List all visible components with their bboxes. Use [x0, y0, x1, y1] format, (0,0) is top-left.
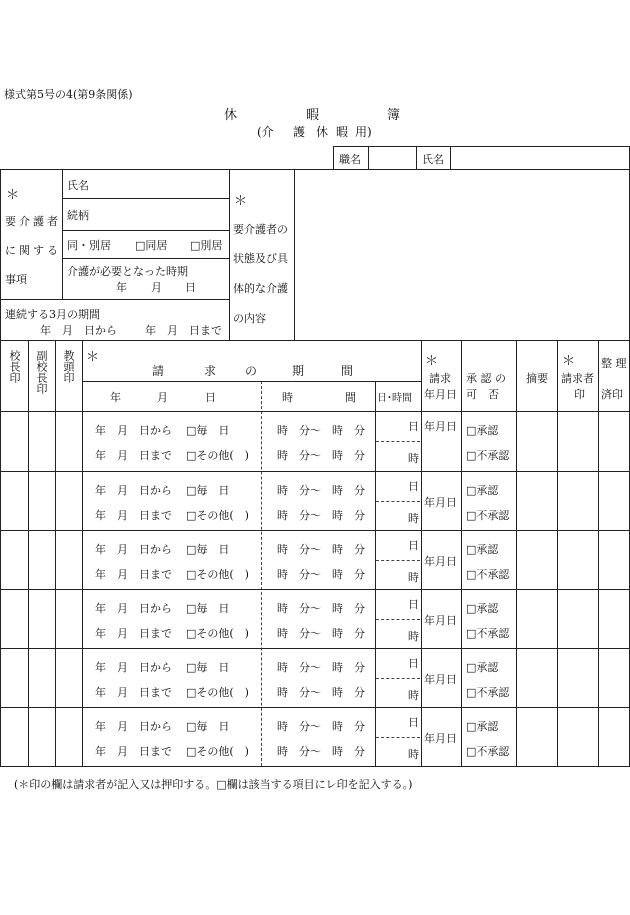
disapprove-checkbox[interactable]: □不承認: [466, 509, 510, 522]
title-char-3: 簿: [387, 108, 401, 123]
other-checkbox[interactable]: □その他( ): [186, 449, 249, 462]
other-checkbox[interactable]: □その他( ): [186, 745, 249, 758]
time-range-2: 時 分～ 時 分: [277, 686, 365, 699]
hour-unit: 時: [408, 630, 419, 643]
person-star: ＊: [6, 188, 20, 203]
col-interval: 間: [345, 391, 356, 404]
request-date-star: ＊: [425, 354, 439, 369]
date-from: 年 月 日から: [95, 543, 172, 556]
other-checkbox[interactable]: □その他( ): [186, 686, 249, 699]
date-to: 年 月 日まで: [95, 568, 172, 581]
person-label-2: に関する: [5, 244, 61, 257]
seal-line1: 整 理: [601, 357, 627, 370]
title-char-2: 暇: [306, 108, 320, 123]
post-field[interactable]: [369, 147, 415, 168]
time-range-1: 時 分～ 時 分: [277, 720, 365, 733]
request-date: 年月日: [424, 420, 457, 433]
request-date: 年月日: [424, 555, 457, 568]
request-period-star: ＊: [86, 350, 100, 365]
requester-line2: 印: [574, 388, 585, 401]
col-hour: 時: [282, 391, 293, 404]
person-label-3: 事項: [5, 273, 27, 286]
time-range-1: 時 分～ 時 分: [277, 484, 365, 497]
disapprove-checkbox[interactable]: □不承認: [466, 686, 510, 699]
subtitle-3: 休: [316, 125, 329, 139]
time-range-1: 時 分～ 時 分: [277, 661, 365, 674]
subtitle-1: (介: [257, 125, 274, 139]
date-to: 年 月 日まで: [95, 509, 172, 522]
subtitle-5: 用): [355, 125, 372, 139]
hour-unit: 時: [408, 748, 419, 761]
living-label: 同・別居: [67, 239, 111, 252]
approve-checkbox[interactable]: □承認: [466, 602, 499, 615]
hour-unit: 時: [408, 452, 419, 465]
post-label: 職名: [339, 153, 361, 166]
request-date: 年月日: [424, 496, 457, 509]
every-day-checkbox[interactable]: □毎 日: [186, 720, 230, 733]
other-checkbox[interactable]: □その他( ): [186, 509, 249, 522]
need-time-day: 日: [185, 281, 196, 294]
seal-line2: 済印: [601, 388, 623, 401]
time-range-2: 時 分～ 時 分: [277, 745, 365, 758]
request-period-char-4: 期: [292, 364, 305, 378]
date-to: 年 月 日まで: [95, 449, 172, 462]
time-range-2: 時 分～ 時 分: [277, 449, 365, 462]
form-number: 様式第5号の4(第9条関係): [4, 88, 133, 101]
approval-line1: 承 認 の: [466, 372, 506, 385]
state-line-3: 体的な介護: [233, 282, 288, 295]
approve-checkbox[interactable]: □承認: [466, 424, 499, 437]
living-apart-checkbox[interactable]: □別居: [190, 239, 223, 252]
request-date: 年月日: [424, 673, 457, 686]
col-month: 月: [157, 391, 168, 404]
need-time-month: 月: [151, 281, 162, 294]
time-range-1: 時 分～ 時 分: [277, 543, 365, 556]
name-label: 氏名: [422, 153, 444, 166]
day-unit: 日: [408, 480, 419, 493]
request-date: 年月日: [424, 732, 457, 745]
title-char-1: 休: [224, 108, 238, 123]
date-from: 年 月 日から: [95, 720, 172, 733]
every-day-checkbox[interactable]: □毎 日: [186, 602, 230, 615]
requester-line1: 請求者: [561, 372, 594, 385]
disapprove-checkbox[interactable]: □不承認: [466, 568, 510, 581]
col-day: 日: [205, 391, 216, 404]
request-period-char-3: の: [245, 364, 258, 378]
footnote: (＊印の欄は請求者が記入又は押印する。□欄は該当する項目にレ印を記入する。): [14, 778, 413, 791]
date-from: 年 月 日から: [95, 424, 172, 437]
request-period-char-1: 請: [152, 364, 165, 378]
need-time-year: 年: [116, 281, 127, 294]
hour-unit: 時: [408, 571, 419, 584]
time-range-1: 時 分～ 時 分: [277, 424, 365, 437]
day-unit: 日: [408, 657, 419, 670]
hour-unit: 時: [408, 512, 419, 525]
request-period-char-5: 間: [341, 364, 354, 378]
other-checkbox[interactable]: □その他( ): [186, 627, 249, 640]
state-star: ＊: [234, 194, 248, 209]
date-to: 年 月 日まで: [95, 627, 172, 640]
period-label: 連続する3月の期間: [5, 308, 100, 321]
date-from: 年 月 日から: [95, 602, 172, 615]
disapprove-checkbox[interactable]: □不承認: [466, 449, 510, 462]
date-from: 年 月 日から: [95, 661, 172, 674]
state-line-4: の内容: [233, 312, 266, 325]
day-unit: 日: [408, 420, 419, 433]
requester-star: ＊: [562, 354, 576, 369]
request-date-line2: 年月日: [424, 388, 457, 401]
state-line-2: 状態及び具: [233, 252, 288, 265]
every-day-checkbox[interactable]: □毎 日: [186, 543, 230, 556]
remarks-header: 摘要: [526, 372, 548, 385]
day-unit: 日: [408, 539, 419, 552]
approve-checkbox[interactable]: □承認: [466, 543, 499, 556]
every-day-checkbox[interactable]: □毎 日: [186, 661, 230, 674]
head-teacher-seal-header: 教頭印: [62, 350, 75, 383]
time-range-2: 時 分～ 時 分: [277, 509, 365, 522]
subtitle-2: 護: [293, 125, 306, 139]
other-checkbox[interactable]: □その他( ): [186, 568, 249, 581]
approval-line2: 可 否: [466, 388, 499, 401]
request-period-char-2: 求: [204, 364, 217, 378]
request-date: 年月日: [424, 614, 457, 627]
date-to: 年 月 日まで: [95, 745, 172, 758]
disapprove-checkbox[interactable]: □不承認: [466, 627, 510, 640]
every-day-checkbox[interactable]: □毎 日: [186, 424, 230, 437]
relation-label: 続柄: [67, 209, 89, 222]
name-field[interactable]: [451, 147, 628, 168]
need-time-label: 介護が必要となった時期: [67, 265, 188, 278]
vice-principal-seal-header: 副校長印: [35, 350, 48, 394]
person-label-1: 要介護者: [5, 215, 61, 228]
recipient-name-label: 氏名: [67, 179, 89, 192]
period-to: 年 月 日まで: [145, 324, 222, 337]
subtitle-4: 暇: [336, 125, 349, 139]
date-to: 年 月 日まで: [95, 686, 172, 699]
time-range-2: 時 分～ 時 分: [277, 568, 365, 581]
date-from: 年 月 日から: [95, 484, 172, 497]
hour-unit: 時: [408, 689, 419, 702]
time-range-2: 時 分～ 時 分: [277, 627, 365, 640]
disapprove-checkbox[interactable]: □不承認: [466, 745, 510, 758]
approve-checkbox[interactable]: □承認: [466, 661, 499, 674]
col-year: 年: [110, 391, 121, 404]
time-range-1: 時 分～ 時 分: [277, 602, 365, 615]
state-content-field[interactable]: [295, 170, 629, 339]
col-days-hours: 日･時間: [377, 393, 412, 404]
principal-seal-header: 校長印: [8, 350, 21, 383]
day-unit: 日: [408, 598, 419, 611]
period-from: 年 月 日から: [40, 324, 117, 337]
approve-checkbox[interactable]: □承認: [466, 484, 499, 497]
approve-checkbox[interactable]: □承認: [466, 720, 499, 733]
day-unit: 日: [408, 716, 419, 729]
state-line-1: 要介護者の: [233, 223, 288, 236]
request-date-line1: 請求: [429, 372, 451, 385]
living-together-checkbox[interactable]: □同居: [135, 239, 168, 252]
every-day-checkbox[interactable]: □毎 日: [186, 484, 230, 497]
